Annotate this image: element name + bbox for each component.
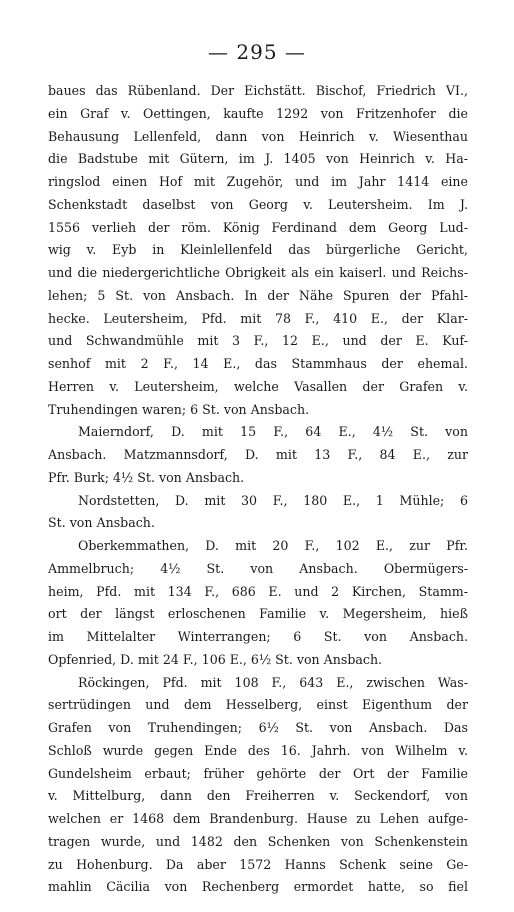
text-line: Schloß wurde gegen Ende des 16. Jahrh. von Wilhelm v. [48, 742, 468, 758]
text-line: sertrüdingen und dem Hesselberg, einst Eigenthum der [48, 697, 468, 713]
text-line: senhof mit 2 F., 14 E., das Stammhaus der ehemal. [48, 356, 468, 371]
text-line: Opfenried, D. mit 24 F., 106 E., 6½ St. von Ansbach. [48, 651, 383, 667]
text-line: im Mittelalter Winterrangen; 6 St. von Ansbach. [48, 629, 468, 644]
text-line: und die niedergerichtliche Obrigkeit als ein kaiserl. und Reichs- [48, 265, 468, 280]
text-line: Oberkemmathen, D. mit 20 F., 102 E., zur Pfr. [78, 538, 468, 553]
text-line: Grafen von Truhendingen; 6½ St. von Ansbach. Das [48, 720, 468, 735]
text-line: Maierndorf, D. mit 15 F., 64 E., 4½ St. von [78, 424, 468, 440]
text-line: Behausung Lellenfeld, dann von Heinrich v. Wiesenthau [48, 128, 468, 144]
text-line: 1556 verlieh der röm. König Ferdinand dem Georg Lud- [48, 219, 468, 235]
text-line: St. von Ansbach. [48, 515, 155, 531]
text-line: welchen er 1468 dem Brandenburg. Hause zu Lehen aufge- [48, 811, 468, 826]
text-line: Pfr. Burk; 4½ St. von Ansbach. [48, 469, 245, 485]
text-line: und Schwandmühle mit 3 F., 12 E., und der E. Kuf- [48, 333, 468, 349]
text-line: Schenkstadt daselbst von Georg v. Leutersheim. Im J. [48, 196, 468, 212]
text-line: heim, Pfd. mit 134 F., 686 E. und 2 Kirchen, Stamm- [48, 583, 468, 599]
text-line: die Badstube mit Gütern, im J. 1405 von Heinrich v. Ha- [48, 151, 468, 167]
text-line: tragen wurde, und 1482 den Schenken von Schenkenstein [48, 833, 468, 849]
text-line: Nordstetten, D. mit 30 F., 180 E., 1 Mühle; 6 [78, 492, 468, 508]
text-line: mahlin Cäcilia von Rechenberg ermordet hatte, so fiel [48, 879, 468, 895]
text-line: zu Hohenburg. Da aber 1572 Hanns Schenk seine Ge- [48, 856, 468, 872]
text-line: Gundelsheim erbaut; früher gehörte der Ort der Familie [48, 765, 468, 781]
text-line: wig v. Eyb in Kleinlellenfeld das bürgerliche Gericht, [48, 242, 468, 258]
text-line: lehen; 5 St. von Ansbach. In der Nähe Spuren der Pfahl- [48, 287, 468, 303]
text-line: hecke. Leutersheim, Pfd. mit 78 F., 410 E., der Klar- [48, 310, 468, 326]
text-line: baues das Rübenland. Der Eichstätt. Bischof, Friedrich VI., [48, 83, 468, 98]
page-number-header: — 295 — [208, 40, 306, 64]
text-line: ein Graf v. Oettingen, kaufte 1292 von Fritzenhofer die [48, 105, 468, 121]
text-line: ringslod einen Hof mit Zugehör, und im Jahr 1414 eine [48, 174, 468, 189]
text-line: Ansbach. Matzmannsdorf, D. mit 13 F., 84 E., zur [48, 447, 468, 462]
text-line: Herren v. Leutersheim, welche Vasallen der Grafen v. [48, 378, 468, 394]
text-line: Truhendingen waren; 6 St. von Ansbach. [48, 401, 310, 417]
text-line: v. Mittelburg, dann den Freiherren v. Seckendorf, von [48, 788, 468, 804]
text-line: Ammelbruch; 4½ St. von Ansbach. Obermügers- [48, 560, 468, 576]
text-line: ort der längst erloschenen Familie v. Megersheim, hieß [48, 606, 468, 622]
text-line: Röckingen, Pfd. mit 108 F., 643 E., zwischen Was- [78, 674, 468, 690]
page-body-text [48, 80, 468, 899]
